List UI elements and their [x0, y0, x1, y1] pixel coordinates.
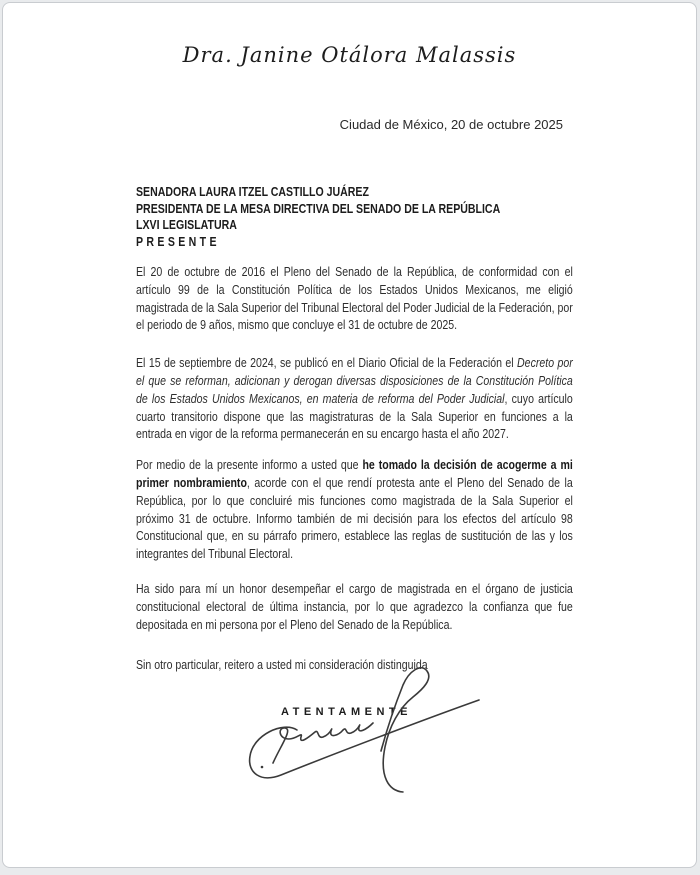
paragraph-segment: Decreto por el que se reforman, adicionan y derogan diversas disposiciones de la Constitución Política de los Estados Unidos Mexicanos, en materia de reforma del Poder Judicial: [136, 356, 573, 406]
paragraph-segment: Por medio de la presente informo a usted que: [136, 458, 363, 473]
recipient-line: PRESIDENTA DE LA MESA DIRECTIVA DEL SENADO DE LA REPÚBLICA: [136, 201, 501, 216]
paragraph-segment: , acorde con el que rendí protesta ante el Pleno del Senado de la República, por lo que concluiré mis funciones como magistrada de la Sala Superior el próximo 31 de octubre. Informo también de mi decisión para los efectos del artículo 98 Constitucional que, en su párrafo primero, establece las reglas de sustitución de las y los integrantes del Tribunal Electoral.: [136, 475, 573, 562]
handwritten-signature-icon: [231, 659, 491, 799]
recipient-block: [136, 184, 573, 250]
date-line: Ciudad de México, 20 de octubre 2025: [339, 117, 563, 132]
letterhead-name: Dra. Janine Otálora Malassis: [182, 43, 517, 67]
paragraph-segment: Ha sido para mí un honor desempeñar el cargo de magistrada en el órgano de justicia constitucional electoral de última instancia, por lo que agradezco la confianza que fue depositada en mi persona por el Pleno del Senado de la República.: [136, 581, 573, 632]
recipient-line: SENADORA LAURA ITZEL CASTILLO JUÁREZ: [136, 185, 369, 199]
letter-page: [2, 2, 697, 868]
letter-paragraph: [136, 457, 573, 564]
recipient-line: PRESENTE: [136, 234, 220, 249]
paragraph-segment: El 15 de septiembre de 2024, se publicó en el Diario Oficial de la Federación el: [136, 356, 518, 371]
letter-paragraph: [136, 581, 573, 634]
signoff-label: ATENTAMENTE: [281, 706, 412, 718]
paragraph-segment: he tomado la decisión de acogerme a mi primer nombramiento: [136, 458, 573, 490]
recipient-line: LXVI LEGISLATURA: [136, 218, 237, 232]
paragraph-segment: El 20 de octubre de 2016 el Pleno del Senado de la República, de conformidad con el artículo 99 de la Constitución Política de los Estados Unidos Mexicanos, me eligió magistrada de la Sala Superior del Tribunal Electoral del Poder Judicial de la Federación, por el periodo de 9 años, mismo que concluye el 31 de octubre de 2025.: [136, 265, 573, 333]
closing-line: Sin otro particular, reitero a usted mi consideración distinguida: [136, 658, 428, 673]
paragraph-segment: , cuyo artículo cuarto transitorio dispone que las magistraturas de la Sala Superior en funciones a la entrada en vigor de la reforma permanecerán en su encargo hasta el año 2027.: [136, 391, 573, 442]
paragraphs-container: [136, 264, 573, 634]
letter-paragraph: [136, 355, 573, 444]
letter-paragraph: [136, 264, 573, 335]
letter-body: [136, 184, 573, 694]
